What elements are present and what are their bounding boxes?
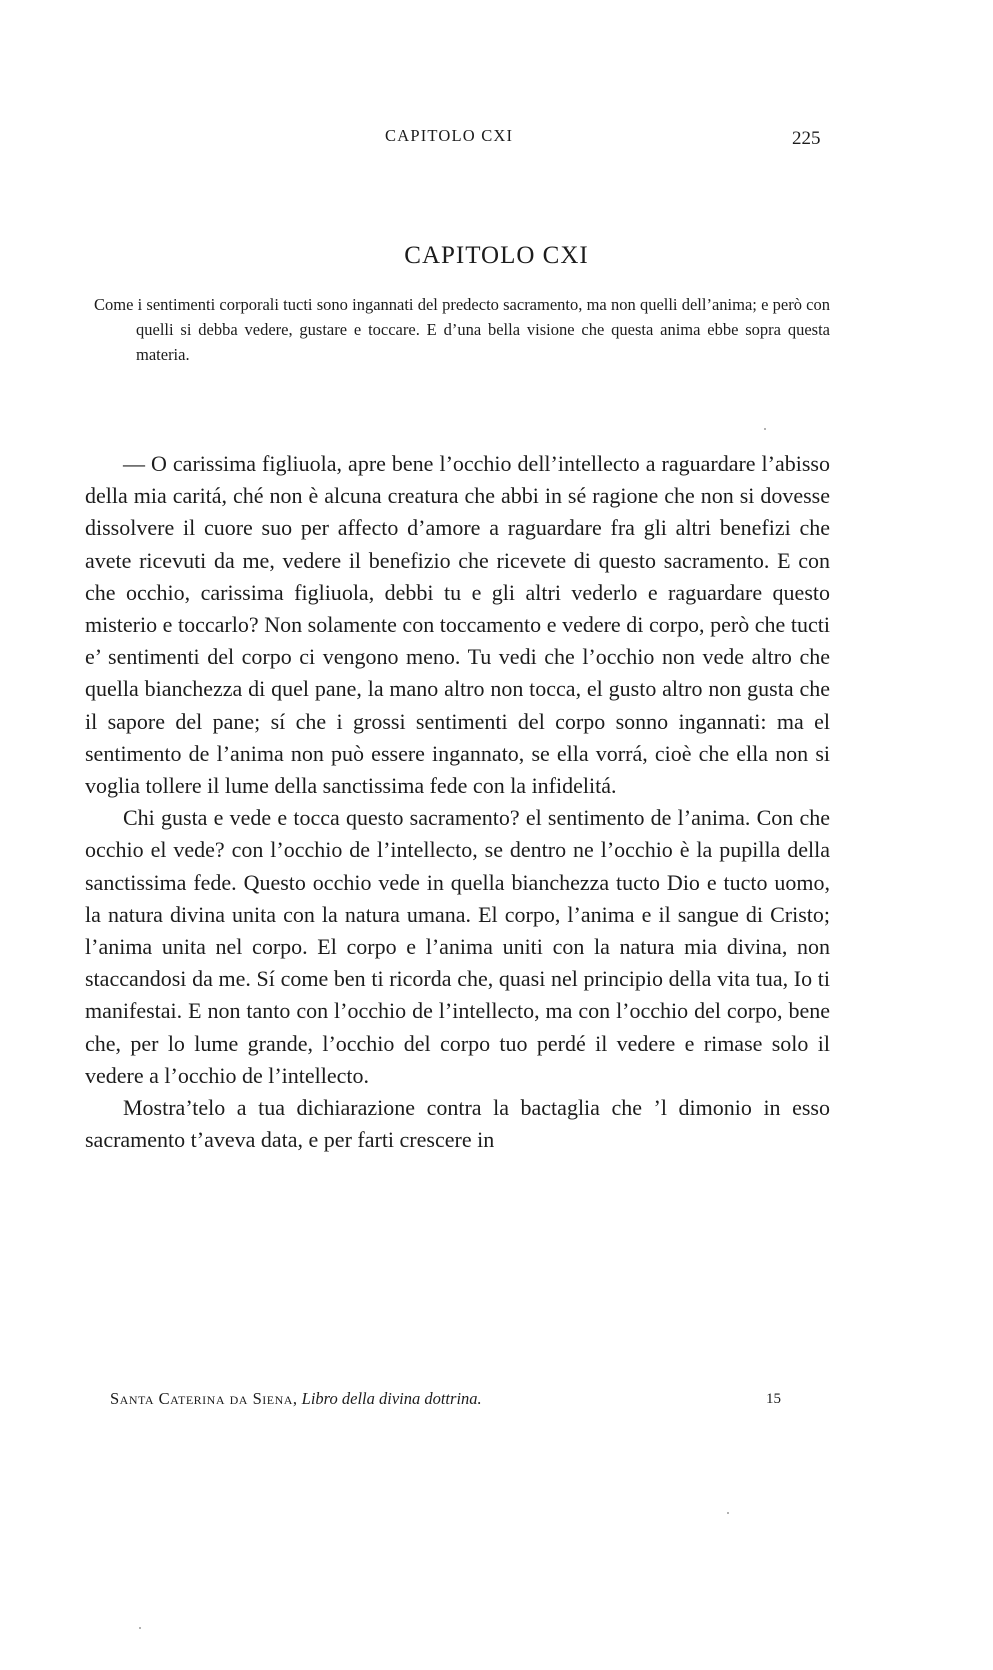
footer-work-title: Libro della divina dottrina. bbox=[301, 1389, 482, 1408]
running-head bbox=[0, 126, 993, 156]
body-text bbox=[85, 448, 830, 1156]
footer-citation bbox=[110, 1389, 482, 1409]
running-title: CAPITOLO CXI bbox=[385, 126, 514, 145]
scan-speck bbox=[727, 1512, 729, 1514]
paragraph-2: Chi gusta e vede e tocca questo sacramento? el sentimento de l’anima. Con che occhio el vede? con l’occhio de l’intellecto, se dentro ne l’occhio è la pupilla della sanctissima fede. Questo occhio vede in quella bianchezza tucto Dio e tucto uomo, la natura divina unita con la natura umana. El corpo, l’anima e il sangue di Cristo; l’anima unita nel corpo. El corpo e l’anima uniti con la natura mia divina, non staccandosi da me. Sí come ben ti ricorda che, quasi nel principio della vita tua, Io ti manifestai. E non tanto con l’occhio de l’intellecto, ma con l’occhio del corpo, bene che, per lo lume grande, l’occhio del corpo tuo perdé il vedere e rimase solo il vedere a l’occhio de l’intellecto. bbox=[85, 805, 830, 1088]
scan-speck bbox=[764, 428, 766, 430]
chapter-title: CAPITOLO CXI bbox=[404, 242, 589, 269]
paragraph-1: — O carissima figliuola, apre bene l’occhio dell’intellecto a raguardare l’abisso della mia caritá, ché non è alcuna creatura che abbi in sé ragione che non si dovesse dissolvere il cuore suo per affecto d’amore a raguardare fra gli altri benefizi che avete ricevuti da me, vedere il benefizio che ricevete di questo sacramento. E con che occhio, carissima figliuola, debbi tu e gli altri vederlo e raguardare questo misterio e toccarlo? Non solamente con toccamento e vedere di corpo, però che tucti e’ sentimenti del corpo ci vengono meno. Tu vedi che l’occhio non vede altro che quella bianchezza di quel pane, la mano altro non tocca, el gusto altro non gusta che il sapore del pane; sí che i grossi sentimenti del corpo sonno ingannati: ma el sentimento de l’anima non può essere ingannato, se ella vorrá, cioè che ella non si voglia tollere il lume della sanctissima fede con la infidelitá. bbox=[85, 451, 830, 799]
scan-speck bbox=[139, 1627, 141, 1629]
page-number: 225 bbox=[792, 128, 821, 149]
signature-mark: 15 bbox=[766, 1391, 781, 1407]
chapter-summary-text: Come i sentimenti corporali tucti sono ingannati del predecto sacramento, ma non quelli dell’anima; e però con quelli si debba vedere, gustare e toccare. E d’una bella visione che questa anima ebbe sopra questa materia. bbox=[94, 295, 830, 364]
paragraph-3: Mostra’telo a tua dichiarazione contra la bactaglia che ’l dimonio in esso sacramento t’aveva data, e per farti crescere in bbox=[85, 1095, 830, 1153]
footer-author: Santa Caterina da Siena, bbox=[110, 1389, 298, 1408]
page-footer bbox=[0, 1389, 993, 1419]
chapter-summary bbox=[94, 292, 830, 367]
